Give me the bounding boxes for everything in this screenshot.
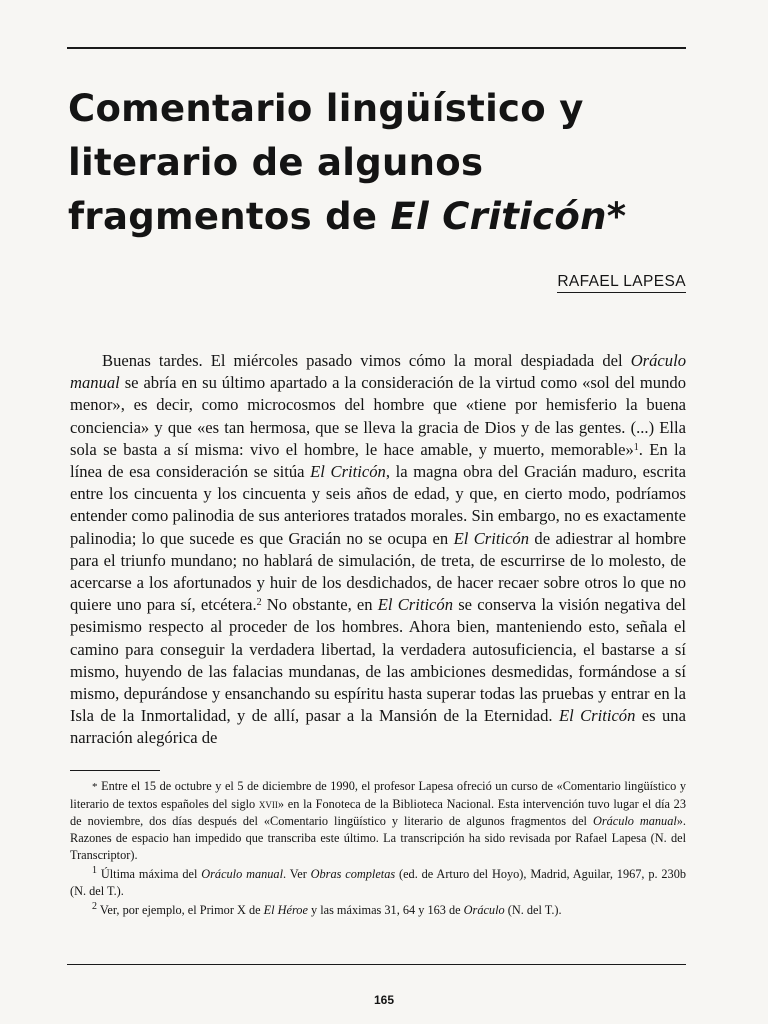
title-italic-work: El Criticón	[390, 195, 607, 238]
footnote-star: * Entre el 15 de octubre y el 5 de diciembre de 1990, el profesor Lapesa ofreció un curso de «Comentario lingüístico y literario de textos españoles del siglo xvii» en la Fonoteca de la Biblioteca Nacional. Esta intervención tuvo lugar el día 23 de noviembre, dos días después del «Comentario lingüístico y literario de algunos fragmentos del Oráculo manual». Razones de espacio han impedido que transcriba este último. La transcripción ha sido revisada por Rafael Lapesa (N. del Transcriptor).	[70, 779, 687, 862]
footnote-separator	[70, 770, 160, 771]
footnote-ref-2[interactable]: 2	[256, 597, 262, 609]
footnote-1: $^1$ Última máxima del Oráculo manual. Ver Obras completas (ed. de Arturo del Hoyo), Madrid, Aguilar, 1967, p. 230b (N. del T.).	[70, 865, 687, 898]
article-title	[68, 82, 708, 244]
footer-rule	[67, 964, 686, 965]
footnote-2: $^2$ Ver, por ejemplo, el Primor X de El Héroe y las máximas 31, 64 y 163 de Oráculo (N. del T.).	[92, 901, 562, 917]
title-text: Comentario lingüístico y literario de algunos fragmentos de	[68, 87, 584, 238]
page-number: 165	[373, 993, 395, 1007]
header-rule	[67, 47, 686, 49]
footnotes	[70, 778, 686, 921]
title-footnote-mark: *	[606, 195, 627, 238]
body-paragraph: Buenas tardes. El miércoles pasado vimos cómo la moral despiadada del Oráculo manual se abría en su último apartado a la consideración de la virtud como «sol del mundo menor», es decir, como microcosmos del hombre que «tiene por hemisferio la buena conciencia» y que «es tan hermosa, que se lleva la gracia de Dios y de las gentes. (...) Ella sola se basta a sí misma: vivo el hombre, le hace amable, y muerto, memorable»$^1$. En la línea de esa consideración se sitúa El Criticón, la magna obra del Gracián maduro, escrita entre los cincuenta y los cincuenta y seis años de edad, y que, en cierto modo, podríamos entender como palinodia de sus anteriores tratados morales. Sin embargo, no es exactamente palinodia; lo que sucede es que Gracián no se ocupa en El Criticón de adiestrar al hombre para el triunfo mundano; no hablará de simulación, de treta, de escurrirse de lo molesto, de acercarse a los afortunados y huir de los desdichados, de hacer recaer sobre otros lo que no quiere uno para sí, etcétera.$^2$ No obstante, en El Criticón se conserva la visión negativa del pesimismo respecto al proceder de los hombres. Ahora bien, manteniendo esto, señala el camino para conseguir la verdadera libertad, la verdadera autosuficiencia, el bastarse a sí mismo, huyendo de las falacias mundanas, de las ambiciones desmedidas, formándose a sí mismo, depurándose y ensanchando su espíritu hasta superar todas las pruebas y entrar en la Isla de la Inmortalidad, y de allí, pasar a la Mansión de la Eternidad. El Criticón es una narración alegórica de	[70, 351, 687, 748]
footnote-ref-1[interactable]: 1	[633, 441, 639, 453]
author-name: RAFAEL LAPESA	[557, 273, 686, 293]
